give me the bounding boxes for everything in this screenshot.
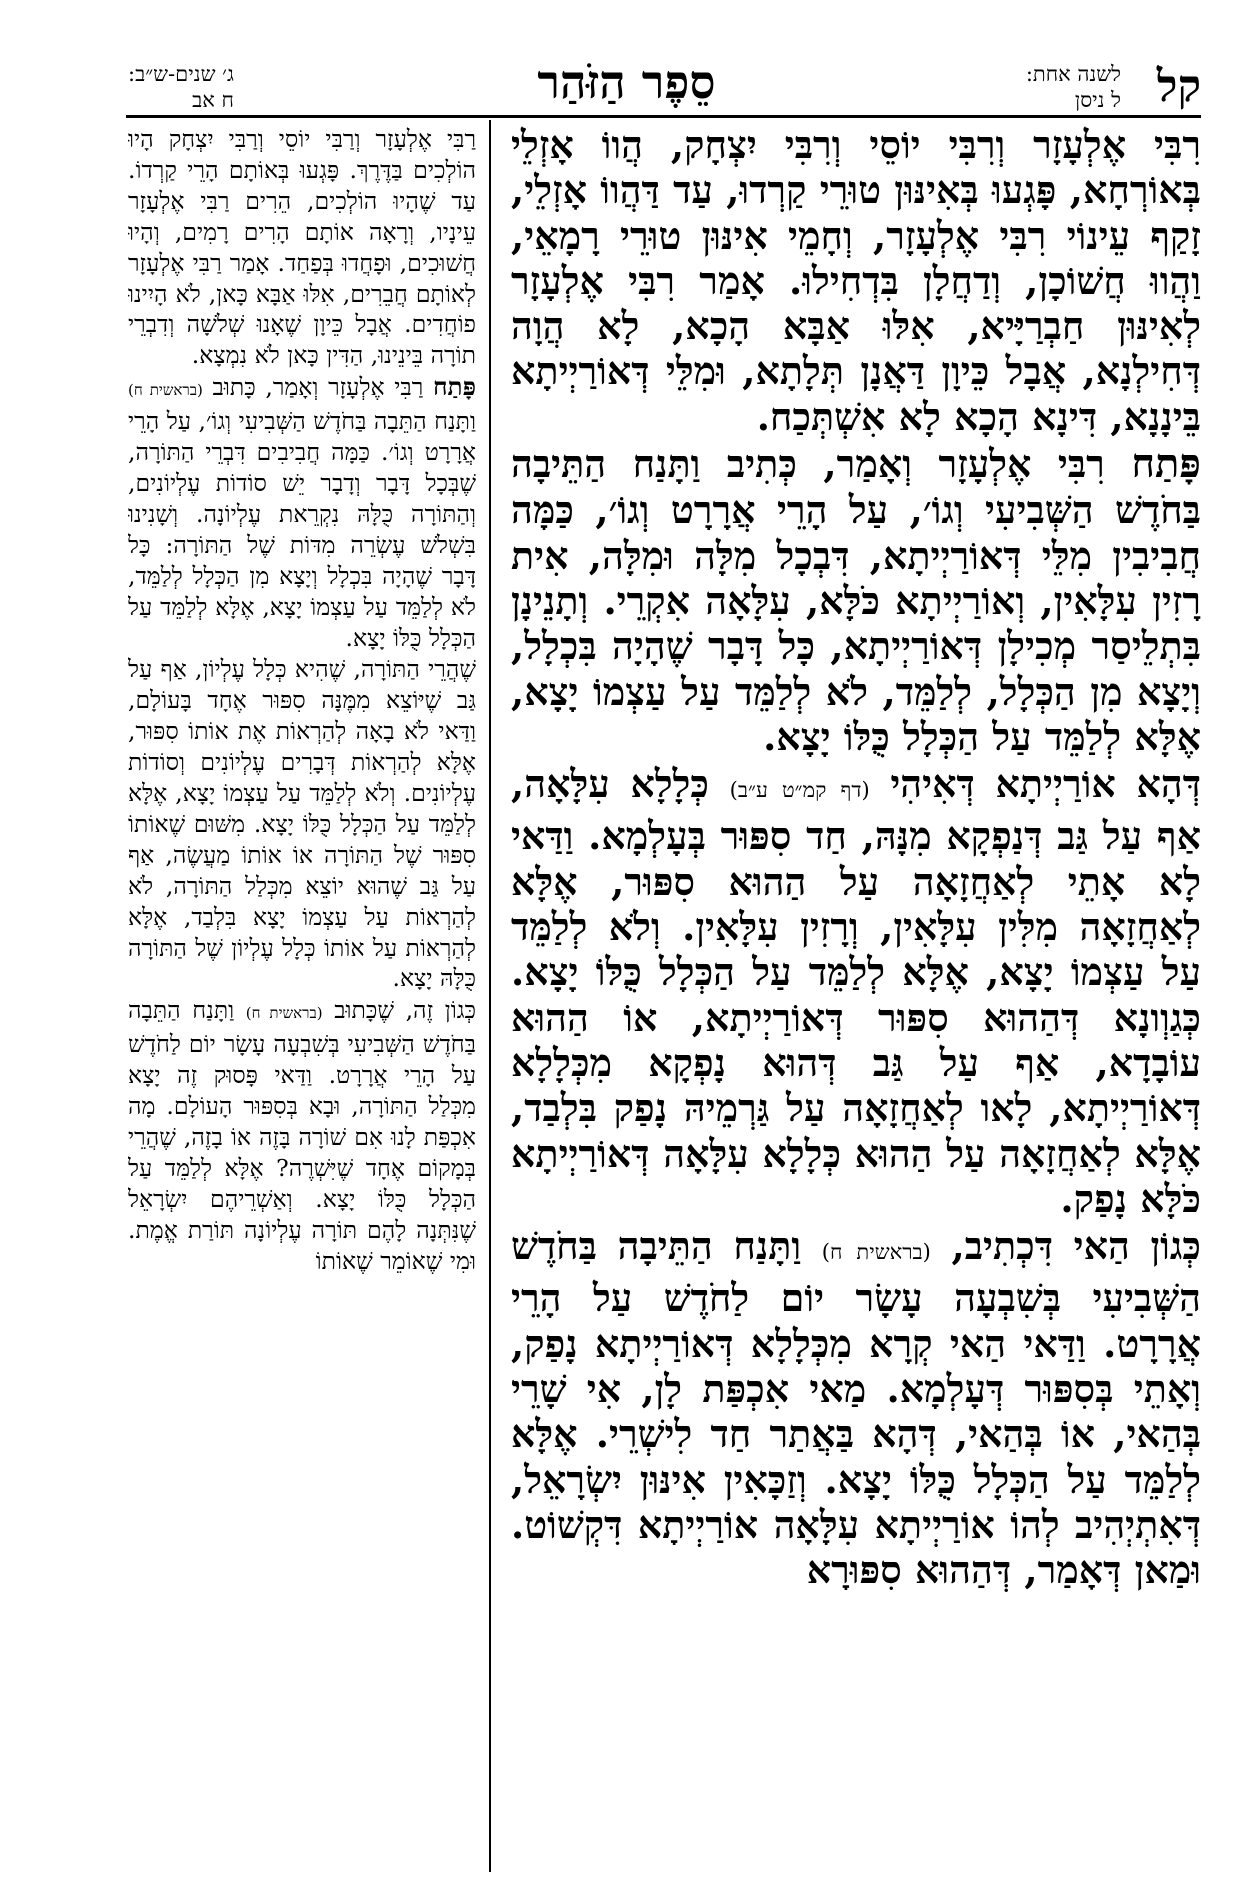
page-number: קל <box>1156 61 1201 112</box>
aramaic-paragraph-1: רִבִּי אֶלְעָזָר וְרִבִּי יוֹסֵי וְרִבִּי יִצְחָק, הֲווֹ אָזְלֵי בְּאוֹרְחָא, פָּגְעוּ בְּאִינּוּן טוּרֵי קַרְדוּ, עַד דַּהֲווֹ אָזְלֵי, זָקַף עֵינוֹי רִבִּי אֶלְעָזָר, וְחָמֵי אִינּוּן טוּרֵי רָמָאֵי, וַהֲווּ חֲשׁוֹכָן, וְדַחֲלָן בִּדְחִילוּ. אָמַר רִבִּי אֶלְעָזָר לְאִינּוּן חַבְרַיָּיא, אִלּוּ אַבָּא הָכָא, לָא הֲוָה דְּחִילְנָא, אֲבָל כֵּיוָן דַּאֲנָן תְּלָתָא, וּמִלֵּי דְּאוֹרַיְיתָא בֵּינָנָא, דִּינָא הָכָא לָא אִשְׁתְּכַח. <box>511 122 1201 439</box>
opening-word: פָּתַח <box>1131 441 1201 488</box>
hebrew-paragraph-4: כְּגוֹן זֶה, שֶׁכָּתוּב (בראשית ח) וַתָּנַח הַתֵּבָה בַּחֹדֶשׁ הַשְּׁבִיעִי בְּשִׁבְעָה עָשָׂר יוֹם לַחֹדֶשׁ עַל הָרֵי אֲרָרָט. וַדַּאי פָּסוּק זֶה יָצָא מִכְּלַל הַתּוֹרָה, וּבָא בְּסִפּוּר הָעוֹלָם. מָה אִכְפַּת לָנוּ אִם שׁוֹרָה בָּזֶה אוֹ בָזֶה, שֶׁהֲרֵי בְּמָקוֹם אֶחָד שֶׁיִּשְׁרֶה? אֶלָּא לְלַמֵּד עַל הַכְּלָל כֻּלּוֹ יָצָא. וְאַשְׁרֵיהֶם יִשְׂרָאֵל שֶׁנִּתְּנָה לָהֶם תּוֹרָה עֶלְיוֹנָה תּוֹרַת אֱמֶת. וּמִי שֶׁאוֹמֵר שֶׁאוֹתוֹ <box>128 996 476 1275</box>
alt-schedule-line-2: ח אב <box>192 88 234 112</box>
hebrew-paragraph-2: פָּתַח רַבִּי אֶלְעָזָר וְאָמַר, כָּתוּב (בראשית ח) וַתָּנַח הַתֵּבָה בַּחֹדֶשׁ הַשְּׁבִיעִי וְגוֹ׳, עַל הָרֵי אֲרָרָט וְגוֹ׳. כַּמָּה חֲבִיבִים דִּבְרֵי הַתּוֹרָה, שֶׁבְּכָל דָּבָר וְדָבָר יֵשׁ סוֹדוֹת עֶלְיוֹנִים, וְהַתּוֹרָה כֻּלָּהּ נִקְרֵאת עֶלְיוֹנָה. וְשָׁנִינוּ בִּשְׁלֹשׁ עֶשְׂרֵה מִדּוֹת שֶׁל הַתּוֹרָה: כָּל דָּבָר שֶׁהָיָה בִּכְלָל וְיָצָא מִן הַכְּלָל לְלַמֵּד, לֹא לְלַמֵּד עַל עַצְמוֹ יָצָא, אֶלָּא לְלַמֵּד עַל הַכְּלָל כֻּלּוֹ יָצָא. <box>128 372 476 652</box>
hebrew-paragraph-3: שֶׁהֲרֵי הַתּוֹרָה, שֶׁהִיא כְּלָל עֶלְיוֹן, אַף עַל גַּב שֶׁיּוֹצֵא מִמֶּנָּה סִפּוּר אֶחָד בָּעוֹלָם, וַדַּאי לֹא בָאָה לְהַרְאוֹת אֶת אוֹתוֹ סִפּוּר, אֶלָּא לְהַרְאוֹת דְּבָרִים עֶלְיוֹנִים וְסוֹדוֹת עֶלְיוֹנִים. וְלֹא לְלַמֵּד עַל עַצְמוֹ יָצָא, אֶלָּא לְלַמֵּד עַל הַכְּלָל כֻּלּוֹ יָצָא. מִשּׁוּם שֶׁאוֹתוֹ סִפּוּר שֶׁל הַתּוֹרָה אוֹ אוֹתוֹ מַעֲשֶׂה, אַף עַל גַּב שֶׁהוּא יוֹצֵא מִכְּלַל הַתּוֹרָה, לֹא לְהַרְאוֹת עַל עַצְמוֹ יָצָא בִּלְבַד, אֶלָּא לְהַרְאוֹת עַל אוֹתוֹ כְּלָל עֶלְיוֹן שֶׁל הַתּוֹרָה כֻּלָּהּ יָצָא. <box>128 655 476 993</box>
aramaic-paragraph-4: כְּגוֹן הַאי דִּכְתִיב, (בראשית ח) וַתָּנַח הַתֵּיבָה בַּחֹדֶשׁ הַשְּׁבִיעִי בְּשִׁבְעָה עָשָׂר יוֹם לַחֹדֶשׁ עַל הָרֵי אֲרָרָט. וַדַּאי הַאי קְרָא מִכְּלָלָא דְּאוֹרַיְיתָא נָפַק, וְאָתֵי בְּסִפּוּר דְּעָלְמָא. מַאי אִכְפַּת לָן, אִי שָׁרֵי בְּהַאי, אוֹ בְּהַאי, דְּהָא בַּאֲתַר חַד לִישְׁרֵי. אֶלָּא לְלַמֵּד עַל הַכְּלָל כֻּלּוֹ יָצָא. וְזַכָּאִין אִינּוּן יִשְׂרָאֵל, דְּאִתְיְהִיב לְהוֹ אוֹרַיְיתָא עִלָּאָה אוֹרַיְיתָא דִּקְשׁוֹט. וּמַאן דְּאָמַר, דְּהַהוּא סִפּוּרָא <box>511 1223 1201 1593</box>
aramaic-paragraph-3: דְּהָא אוֹרַיְיתָא דְּאִיהִי (דף קמ״ט ע״ב) כְּלָלָא עִלָּאָה, אַף עַל גַּב דְּנַפְקָא מִנָּהּ, חַד סִפּוּר בְּעָלְמָא. וַדַּאי לָא אָתֵי לְאַחֲזָאָה עַל הַהוּא סִפּוּר, אֶלָּא לְאַחֲזָאָה מִלִּין עִלָּאִין, וְרָזִין עִלָּאִין. וְלֹא לְלַמֵּד עַל עַצְמוֹ יָצָא, אֶלָּא לְלַמֵּד עַל הַכְּלָל כֻּלּוֹ יָצָא. כְּגַוְונָא דְּהַהוּא סִפּוּר דְּאוֹרַיְיתָא, אוֹ הַהוּא עוֹבָדָא, אַף עַל גַּב דְּהוּא נָפְקָא מִכְּלָלָא דְּאוֹרַיְיתָא, לָאו לְאַחֲזָאָה עַל גַּרְמֵיהּ נָפַק בִּלְבַד, אֶלָּא לְאַחֲזָאָה עַל הַהוּא כְּלָלָא עִלָּאָה דְּאוֹרַיְיתָא כֹּלָּא נָפַק. <box>511 761 1201 1221</box>
column-divider <box>489 120 491 1872</box>
verse-reference: (בראשית ח) <box>128 381 203 400</box>
aramaic-paragraph-2: פָּתַח רִבִּי אֶלְעָזָר וְאָמַר, כְּתִיב וַתָּנַח הַתֵּיבָה בַּחֹדֶשׁ הַשְּׁבִיעִי וְגוֹ׳, עַל הָרֵי אֲרָרָט וְגוֹ׳, כַּמָּה חֲבִיבִין מִלֵּי דְּאוֹרַיְיתָא, דִּבְכָל מִלָּה וּמִלָּה, אִית רָזִין עִלָּאִין, וְאוֹרַיְיתָא כֹּלָּא, עִלָּאָה אִקְרֵי. וְתָנֵינָן בִּתְלֵיסַר מְכִילָן דְּאוֹרַיְיתָא, כָּל דָּבָר שֶׁהָיָה בִּכְלָל, וְיָצָא מִן הַכְּלָל, לְלַמֵּד, לֹא לְלַמֵּד עַל עַצְמוֹ יָצָא, אֶלָּא לְלַמֵּד עַל הַכְּלָל כֻּלּוֹ יָצָא. <box>511 441 1201 759</box>
schedule-line-2: ל ניסן <box>1074 88 1121 112</box>
alt-schedule <box>128 61 234 113</box>
alt-schedule-line-1: ג׳ שנים-ש״ב: <box>128 62 234 86</box>
page-header <box>0 55 1253 115</box>
hebrew-paragraph-1: רַבִּי אֶלְעָזָר וְרַבִּי יוֹסֵי וְרַבִּי יִצְחָק הָיוּ הוֹלְכִים בַּדֶּרֶךְ. פָּגְעוּ בְּאוֹתָם הָרֵי קַרְדוֹ. עַד שֶׁהָיוּ הוֹלְכִים, הֵרִים רַבִּי אֶלְעָזָר עֵינָיו, וְרָאָה אוֹתָם הָרִים רָמִים, וְהָיוּ חֲשׁוּכִים, וּפָחֲדוּ בְּפַחַד. אָמַר רַבִּי אֶלְעָזָר לְאוֹתָם חֲבֵרִים, אִלּוּ אַבָּא כָּאן, לֹא הָיִינוּ פוֹחֲדִים. אֲבָל כֵּיוָן שֶׁאָנוּ שְׁלֹשָׁה וְדִבְרֵי תוֹרָה בֵּינֵינוּ, הַדִּין כָּאן לֹא נִמְצָא. <box>128 125 476 370</box>
book-title: סֵפֶר הַזֹּהַר <box>537 55 716 109</box>
schedule-line-1: לשנה אחת: <box>1025 62 1121 86</box>
aramaic-column <box>511 122 1201 1872</box>
header-rule <box>126 115 1201 118</box>
folio-reference: (דף קמ״ט ע״ב) <box>729 778 870 803</box>
opening-word: פָּתַח <box>432 372 476 402</box>
verse-reference: (בראשית ח) <box>821 1240 931 1265</box>
hebrew-translation-column <box>128 124 476 1872</box>
verse-reference: (בראשית ח) <box>245 1004 323 1023</box>
